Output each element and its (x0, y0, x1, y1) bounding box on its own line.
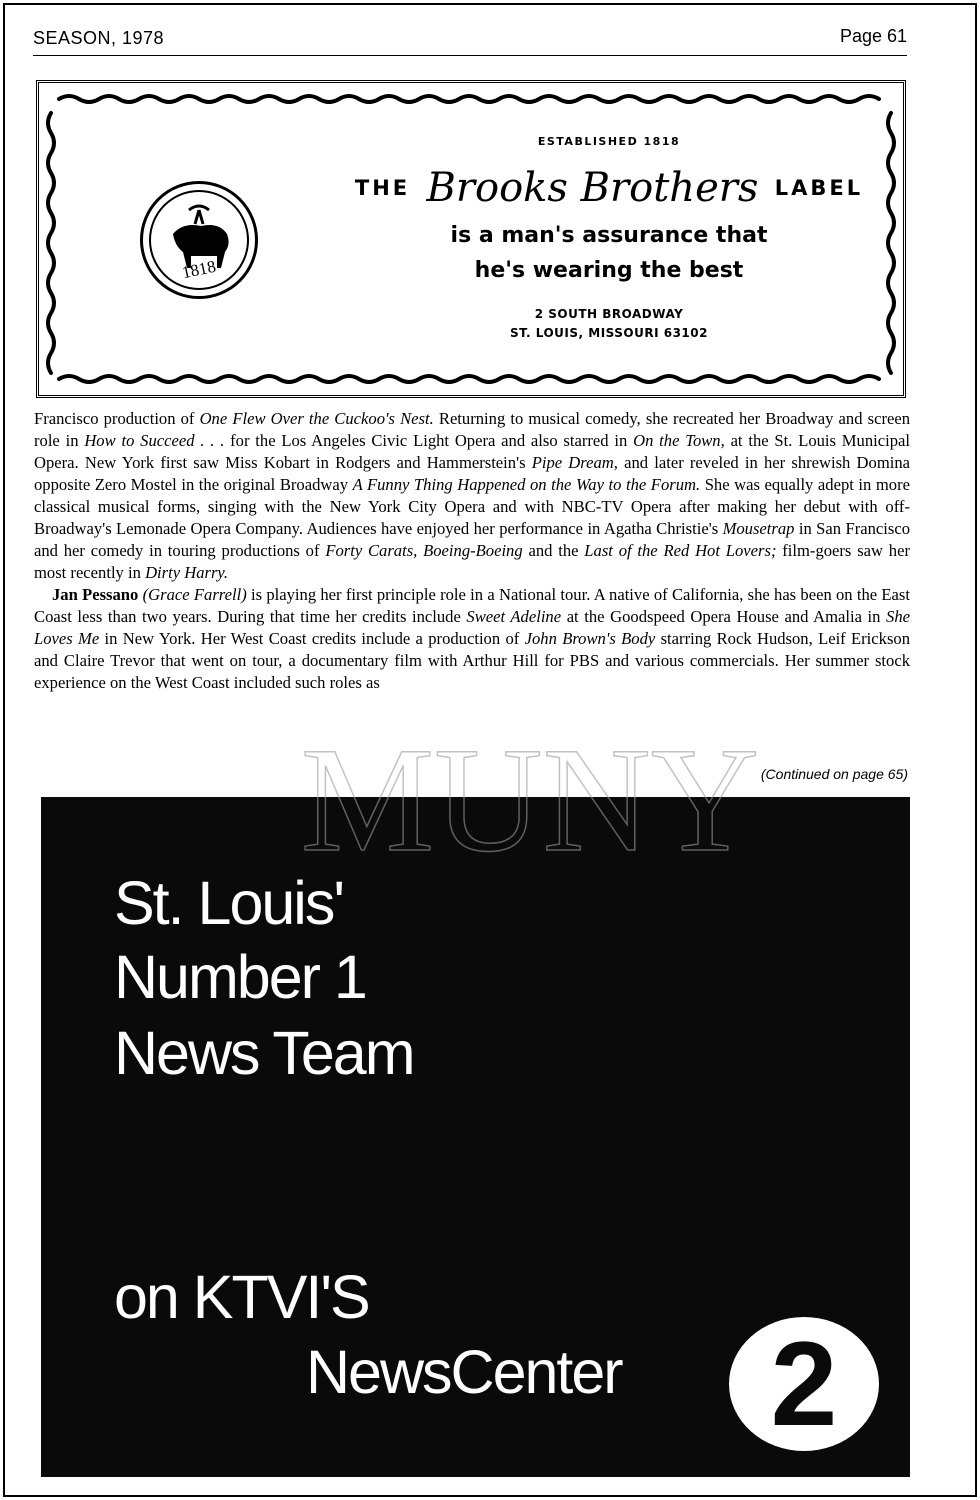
title-run: Last of the Red Hot Lovers; (584, 541, 777, 560)
paragraph-kobart (34, 408, 910, 584)
text-run: Francisco production of (34, 409, 200, 428)
emblem-year: 1818 (180, 256, 218, 283)
article-body (34, 408, 910, 694)
text-run: and later reveled in her shrewish Domina opposite Zero Mostel in the original Broadway (34, 453, 910, 494)
ktvi-line-4: on KTVI'S (114, 1263, 369, 1331)
brooks-brothers-ad (36, 80, 906, 398)
text-run: at the Goodspeed Opera House and Amalia in (561, 607, 887, 626)
ktvi-line-3: News Team (114, 1019, 414, 1087)
title-run: John Brown's Body (524, 629, 656, 648)
text-run: She was equally adept in more classical musical forms, singing with the New York City Opera and with NBC-TV Opera after making her debut with off-Broadway's Lemonade Opera Company. Audiences have enjoyed her performance in Agatha Christie's (34, 475, 910, 538)
brand-line (309, 165, 909, 211)
title-run: A Funny Thing Happened on the Way to the Forum. (352, 475, 701, 494)
text-run: for the Los Angeles Civic Light Opera and also starred in (224, 431, 634, 450)
paragraph-pessano (34, 584, 910, 694)
season-label: SEASON, 1978 (33, 28, 165, 48)
brand-wordmark: Brooks Brothers (426, 165, 759, 211)
ktvi-line-2: Number 1 (114, 943, 366, 1011)
ktvi-line-5: NewsCenter (306, 1338, 622, 1406)
title-run: Mousetrap (722, 519, 795, 538)
title-run: Dirty Harry. (145, 563, 229, 582)
text-run: and the (522, 541, 585, 560)
golden-fleece-emblem (140, 181, 258, 299)
text-run: is playing her first principle role in a National tour. A native of California, she has been on the East Coast less than two years. During that time her credits include (34, 585, 910, 626)
established-line: ESTABLISHED 1818 (537, 135, 681, 148)
address-city: ST. LOUIS, MISSOURI 63102 (510, 326, 708, 340)
text-run: in San Francisco and her comedy in touring productions of (34, 519, 910, 560)
brand-the: THE (354, 176, 411, 200)
text-run: starring Rock Hudson, Leif Erickson and Claire Trevor that went on tour, a documentary film with Arthur Hill for PBS and various commercials. Her summer stock experience on the West Coast included such roles as (34, 629, 911, 692)
ktvi-line-1: St. Louis' (114, 869, 344, 937)
text-run: at the St. Louis Municipal Opera. New York first saw Miss Kobart in Rodgers and Hammerstein's (34, 431, 910, 472)
title-run: She Loves Me (34, 607, 910, 648)
ktvi-ad (41, 797, 910, 1477)
title-run: Pipe Dream, (531, 453, 618, 472)
title-run: On the Town, (633, 431, 725, 450)
title-run: Forty Carats, Boeing-Boeing (325, 541, 523, 560)
brand-label: LABEL (774, 176, 864, 200)
channel-2-logo: 2 (729, 1317, 879, 1451)
text-run: Returning to musical comedy, she recreated her Broadway and screen role in (34, 409, 911, 450)
address-street: 2 SOUTH BROADWAY (534, 307, 684, 321)
title-run: Sweet Adeline (466, 607, 562, 626)
title-run: How to Succeed . . . (84, 431, 225, 450)
title-run: One Flew Over the Cuckoo's Nest. (199, 409, 434, 428)
tagline-line-1: is a man's assurance that (450, 223, 768, 248)
running-head (33, 26, 907, 56)
text-run: film-goers saw her most recently in (34, 541, 910, 582)
role-name: (Grace Farrell) (142, 585, 247, 604)
text-run: in New York. Her West Coast credits include a production of (99, 629, 525, 648)
tagline-line-2: he's wearing the best (474, 258, 744, 283)
page-number: Page 61 (839, 26, 907, 46)
continued-note: (Continued on page 65) (760, 766, 908, 782)
performer-name: Jan Pessano (52, 585, 139, 604)
watermark-text: MUNY (300, 740, 760, 883)
